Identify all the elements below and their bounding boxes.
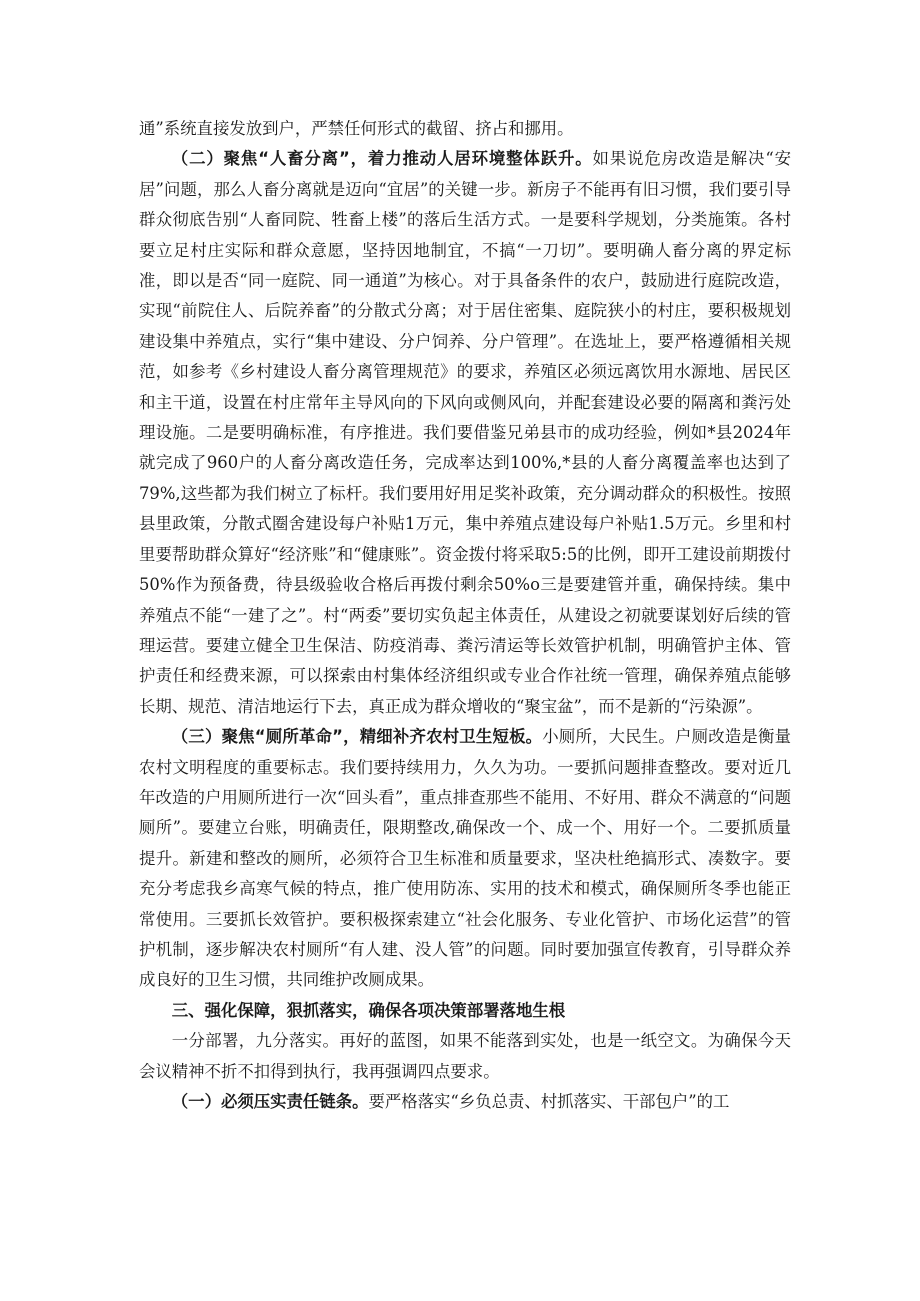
paragraph-text: 小厕所，大民生。户厕改造是衡量农村文明程度的重要标志。我们要持续用力，久久为功。一要抓问题排查整改。要对近几年改造的户用厕所进行一次“回头看”，重点排查那些不能用、不好用、群众不满意的“问题厕所”。要建立台账，明确责任，限期整改,确保改一个、成一个、用好一个。二要抓质量提升。新建和整改的厕所，必须符合卫生标准和质量要求，坚决杜绝搞形式、凑数字。要充分考虑我乡高寒气候的特点，推广使用防冻、实用的技术和模式，确保厕所冬季也能正常使用。三要抓长效管护。要积极探索建立“社会化服务、专业化管护、市场化运营”的管护机制，逐步解决农村厕所“有人建、没人管”的问题。同时要加强宣传教育，引导群众养成良好的卫生习惯，共同维护改厕成果。 xyxy=(139,727,791,990)
paragraph-cesuo-geming xyxy=(139,722,791,996)
paragraph-text: 通”系统直接发放到户，严禁任何形式的截留、挤占和挪用。 xyxy=(139,119,574,138)
document-body xyxy=(139,114,791,1117)
paragraph-intro xyxy=(139,1026,791,1087)
section-heading xyxy=(139,996,791,1026)
subsection-heading: （一）必须压实责任链条。 xyxy=(171,1092,369,1111)
section-heading-text: 三、强化保障，狠抓落实，确保各项决策部署落地生根 xyxy=(171,1000,566,1020)
paragraph-text: 一分部署，九分落实。再好的蓝图，如果不能落到实处，也是一纸空文。为确保今天会议精神不折不扣得到执行，我再强调四点要求。 xyxy=(139,1031,791,1081)
paragraph-renxu-fenli xyxy=(139,144,791,722)
paragraph-text: 如果说危房改造是解决“安居”问题，那么人畜分离就是迈向“宜居”的关键一步。新房子不能再有旧习惯，我们要引导群众彻底告别“人畜同院、牲畜上楼”的落后生活方式。一是要科学规划，分类施策。各村要立足村庄实际和群众意愿，坚持因地制宜，不搞“一刀切”。要明确人畜分离的界定标准，即以是否“同一庭院、同一通道”为核心。对于具备条件的农户，鼓励进行庭院改造，实现“前院住人、后院养畜”的分散式分离；对于居住密集、庭院狭小的村庄，要积极规划建设集中养殖点，实行“集中建设、分户饲养、分户管理”。在选址上，要严格遵循相关规范，如参考《乡村建设人畜分离管理规范》的要求，养殖区必须远离饮用水源地、居民区和主干道，设置在村庄常年主导风向的下风向或侧风向，并配套建设必要的隔离和粪污处理设施。二是要明确标准，有序推进。我们要借鉴兄弟县市的成功经验，例如*县2024年就完成了960户的人畜分离改造任务，完成率达到100%,*县的人畜分离覆盖率也达到了79%,这些都为我们树立了标杆。我们要用好用足奖补政策，充分调动群众的积极性。按照县里政策，分散式圈舍建设每户补贴1万元，集中养殖点建设每户补贴1.5万元。乡里和村里要帮助群众算好“经济账”和“健康账”。资金拨付将采取5:5的比例，即开工建设前期拨付50%作为预备费，待县级验收合格后再拨付剩余50%o三是要建管并重，确保持续。集中养殖点不能“一建了之”。村“两委”要切实负起主体责任，从建设之初就要谋划好后续的管理运营。要建立健全卫生保洁、防疫消毒、粪污清运等长效管护机制，明确管护主体、管护责任和经费来源，可以探索由村集体经济组织或专业合作社统一管理，确保养殖点能够长期、规范、清洁地运行下去，真正成为群众增收的“聚宝盆”，而不是新的“污染源”。 xyxy=(139,149,791,716)
paragraph-zeren-lian xyxy=(139,1087,791,1117)
subsection-heading: （二）聚焦“人畜分离”，着力推动人居环境整体跃升。 xyxy=(171,149,593,169)
paragraph-continuation xyxy=(139,114,791,144)
paragraph-text: 要严格落实“乡负总责、村抓落实、干部包户”的工 xyxy=(368,1092,730,1111)
subsection-heading: （三）聚焦“厕所革命”，精细补齐农村卫生短板。 xyxy=(171,727,543,747)
